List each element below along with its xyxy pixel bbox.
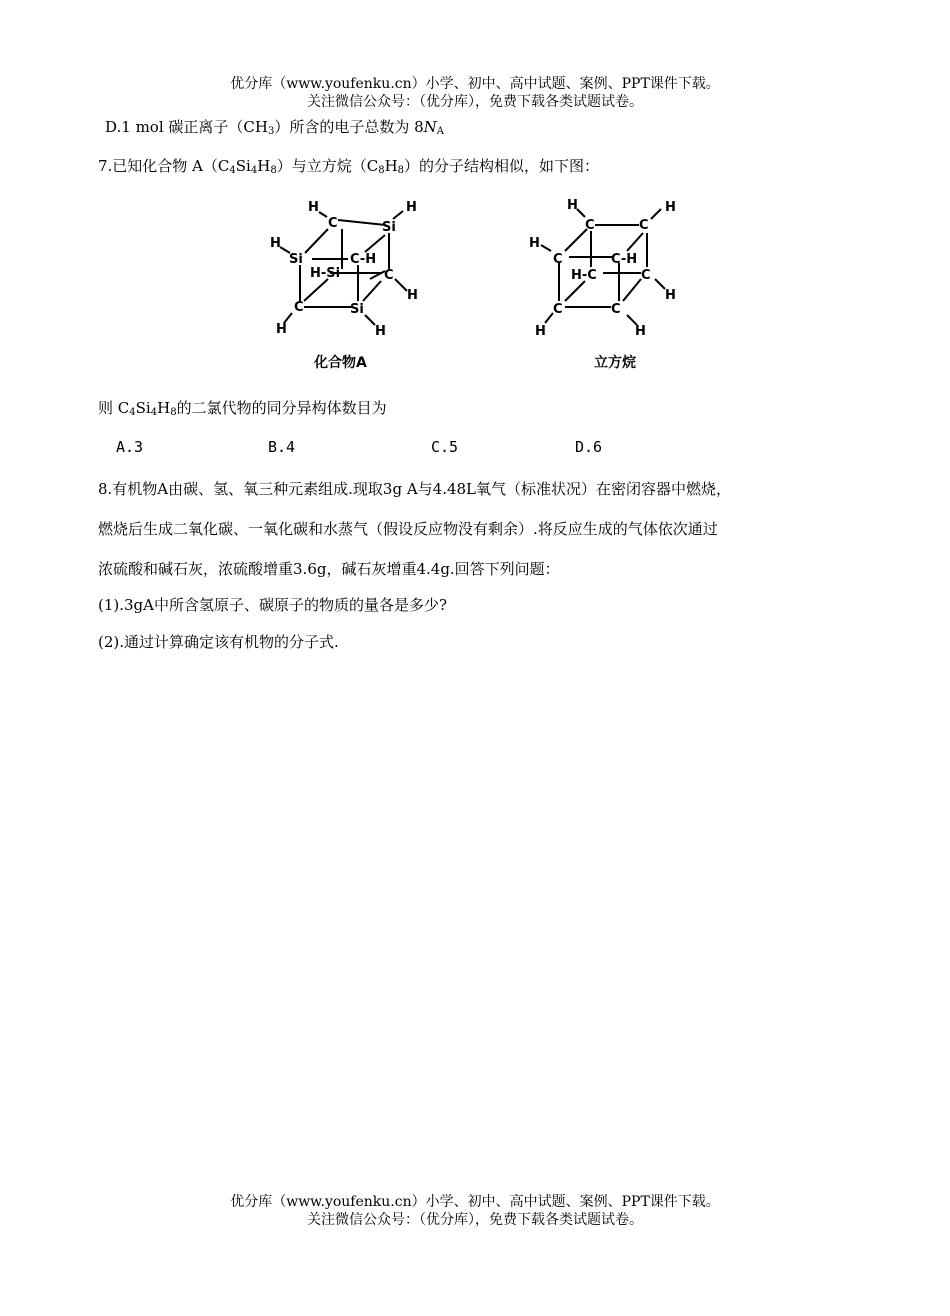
option-a: A.3	[116, 438, 144, 456]
q8-sub-question-1: (1).3gA中所含氢原子、碳原子的物质的量各是多少?	[98, 596, 448, 614]
option-b: B.4	[268, 438, 296, 456]
atom-si: Si	[289, 252, 303, 267]
atom-h-si: H-Si	[310, 266, 341, 281]
atom-c: C	[585, 218, 595, 233]
caption-compound-a: 化合物A	[314, 355, 367, 371]
atom-c: C	[384, 268, 394, 283]
atom-h: H	[276, 322, 287, 337]
footer-line-1: 优分库（www.youfenku.cn）小学、初中、高中试题、案例、PPT课件下载。	[230, 1194, 720, 1210]
atom-h: H	[270, 236, 281, 251]
atom-h: H	[406, 200, 417, 215]
f2-sub-c: 8	[378, 165, 385, 176]
qf-sub-si: 4	[150, 407, 158, 418]
atom-h: H	[407, 288, 418, 303]
atom-c-h: C-H	[611, 252, 638, 267]
qf-el-c: C	[117, 399, 130, 417]
qf-sub-c: 4	[129, 407, 136, 418]
atom-h: H	[635, 324, 646, 339]
footer-line-2: 关注微信公众号：（优分库），免费下载各类试题试卷。	[307, 1212, 643, 1228]
cubane-structure	[523, 195, 693, 345]
atom-si: Si	[350, 302, 364, 317]
qf-sub-h: 8	[170, 407, 177, 418]
atom-c: C	[611, 302, 621, 317]
atom-h: H	[529, 236, 540, 251]
f1-el-c: C	[217, 157, 230, 175]
compound-a-structure	[262, 195, 432, 345]
q8-line-2: 燃烧后生成二氧化碳、一氧化碳和水蒸气（假设反应物没有剩余）.将反应生成的气体依次通过	[98, 520, 718, 538]
atom-c: C	[553, 252, 563, 267]
atom-h: H	[567, 198, 578, 213]
caption-cubane: 立方烷	[594, 355, 636, 371]
atom-h: H	[308, 200, 319, 215]
q8-line-3: 浓硫酸和碱石灰，浓硫酸增重3.6g，碱石灰增重4.4g.回答下列问题：	[98, 560, 560, 578]
option-d: D.6	[575, 438, 603, 456]
option-c: C.5	[431, 438, 459, 456]
page-footer	[0, 1193, 950, 1229]
f1-sub-si: 4	[250, 165, 258, 176]
header-line-1: 优分库（www.youfenku.cn）小学、初中、高中试题、案例、PPT课件下载。	[230, 76, 720, 92]
q7-mid: ）与立方烷（	[276, 157, 367, 175]
atom-c: C	[328, 216, 338, 231]
f2-sub-h: 8	[397, 165, 405, 176]
q7-question	[98, 397, 387, 418]
q6d-formula-sub: 3	[267, 126, 275, 137]
q7-suffix: ）的分子结构相似，如下图：	[404, 157, 600, 175]
q7-prefix: 7.已知化合物 A（	[98, 157, 218, 175]
q6-option-d	[105, 116, 444, 137]
q7-stem	[98, 155, 599, 176]
atom-h: H	[665, 200, 676, 215]
atom-c: C	[294, 300, 304, 315]
q6d-na: N	[423, 118, 437, 136]
f1-el-si: Si	[235, 157, 251, 175]
f1-sub-h: 8	[270, 165, 277, 176]
f2-el-c: C	[366, 157, 379, 175]
f1-el-h: H	[257, 157, 271, 175]
q7-question-suffix: 的二氯代物的同分异构体数目为	[176, 399, 387, 417]
q7-question-formula	[118, 399, 177, 417]
q7-formula-cubane	[367, 157, 404, 175]
f1-sub-c: 4	[229, 165, 236, 176]
atom-h-c: H-C	[571, 268, 597, 283]
q7-formula-a	[218, 157, 277, 175]
q6d-formula: CH	[243, 118, 268, 136]
q6d-prefix: D.1 mol 碳正离子（	[105, 118, 244, 136]
atom-si: Si	[382, 220, 396, 235]
atom-h: H	[665, 288, 676, 303]
f2-el-h: H	[384, 157, 398, 175]
header-line-2: 关注微信公众号：（优分库），免费下载各类试题试卷。	[307, 94, 643, 110]
qf-el-h: H	[157, 399, 171, 417]
atom-c: C	[639, 218, 649, 233]
atom-h: H	[535, 324, 546, 339]
q7-question-prefix: 则	[98, 399, 118, 417]
q8-sub-question-2: (2).通过计算确定该有机物的分子式.	[98, 633, 339, 651]
atom-c: C	[553, 302, 563, 317]
atom-h: H	[375, 324, 386, 339]
page-header	[0, 75, 950, 111]
q6d-na-sub: A	[436, 126, 445, 137]
atom-c-h: C-H	[350, 252, 377, 267]
atom-c: C	[641, 268, 651, 283]
q8-line-1: 8.有机物A由碳、氢、氧三种元素组成.现取3g A与4.48L氧气（标准状况）在密闭容器中燃烧，	[98, 480, 732, 498]
qf-el-si: Si	[135, 399, 151, 417]
q6d-suffix: ）所含的电子总数为 8	[274, 118, 424, 136]
